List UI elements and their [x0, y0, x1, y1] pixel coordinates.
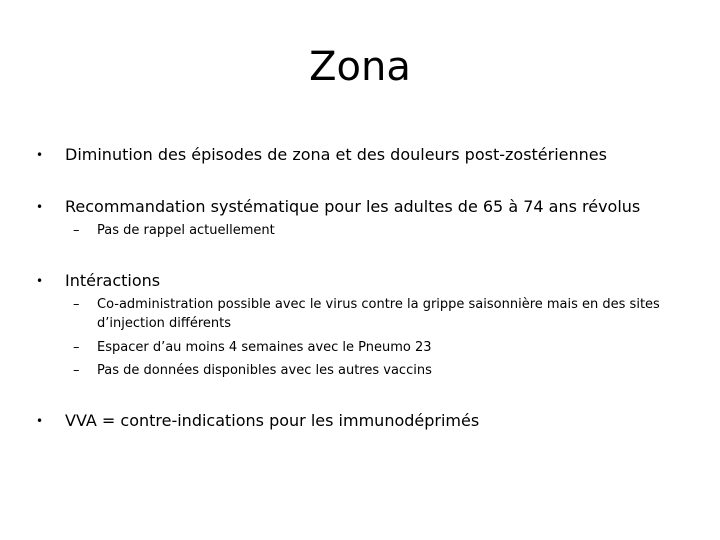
bullet-text: Diminution des épisodes de zona et des douleurs post-zostériennes [65, 145, 607, 164]
slide-title: Zona [309, 44, 411, 90]
sub-bullet-text: Co-administration possible avec le virus contre la grippe saisonnière mais en des sites d’injection différents [97, 297, 660, 331]
bullet-text: Recommandation systématique pour les adultes de 65 à 74 ans révolus [65, 197, 641, 216]
bullet-text: VVA = contre-indications pour les immunodéprimés [65, 411, 480, 430]
bullet-marker: • [36, 414, 44, 428]
bullet-marker: • [36, 148, 44, 162]
bullet-marker: • [36, 274, 44, 288]
bullet-marker: • [36, 200, 44, 214]
bullet-text: Intéractions [65, 271, 161, 290]
dash-marker: – [73, 363, 80, 378]
sub-bullet-text: Espacer d’au moins 4 semaines avec le Pneumo 23 [97, 340, 432, 355]
dash-marker: – [73, 223, 80, 238]
dash-marker: – [73, 340, 80, 355]
sub-bullet-text: Pas de données disponibles avec les autres vaccins [97, 363, 432, 378]
dash-marker: – [73, 297, 80, 312]
sub-bullet-text: Pas de rappel actuellement [97, 223, 275, 238]
